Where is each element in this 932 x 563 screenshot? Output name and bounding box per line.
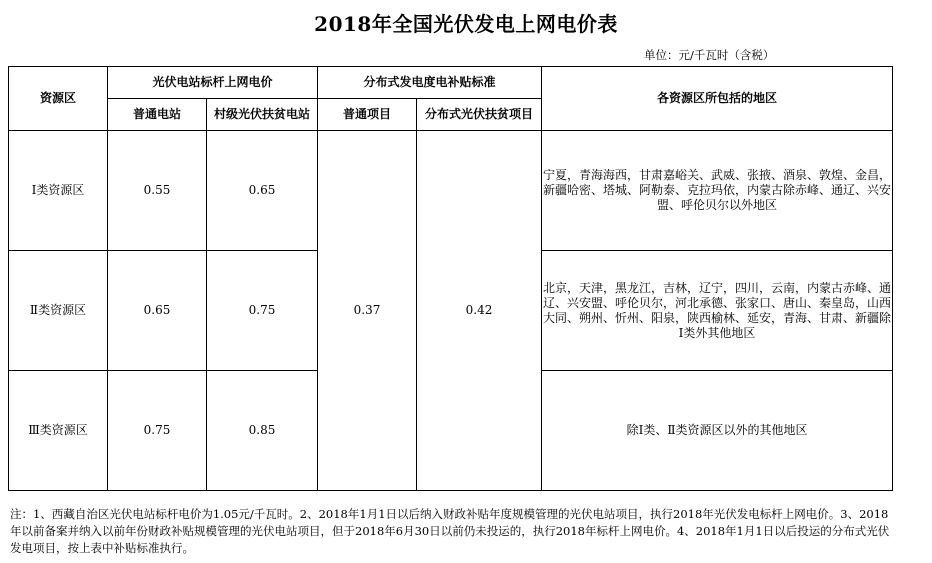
table-row (9, 131, 893, 251)
ordinary-price-cell: 0.65 (108, 251, 207, 371)
regions-cell: 除Ⅰ类、Ⅱ类资源区以外的其他地区 (542, 371, 893, 491)
header-distributed-poverty-project: 分布式光伏扶贫项目 (417, 99, 542, 131)
header-ordinary-station: 普通电站 (108, 99, 207, 131)
distributed-poverty-subsidy-cell: 0.42 (417, 131, 542, 491)
price-table (8, 66, 893, 491)
header-pv-benchmark: 光伏电站标杆上网电价 (108, 67, 318, 99)
village-price-cell: 0.65 (207, 131, 318, 251)
village-price-cell: 0.85 (207, 371, 318, 491)
zone-cell: Ⅰ类资源区 (9, 131, 108, 251)
header-village-poverty-station: 村级光伏扶贫电站 (207, 99, 318, 131)
ordinary-price-cell: 0.55 (108, 131, 207, 251)
page-title: 2018年全国光伏发电上网电价表 (314, 12, 618, 36)
header-distributed-subsidy: 分布式发电度电补贴标准 (318, 67, 542, 99)
ordinary-price-cell: 0.75 (108, 371, 207, 491)
zone-cell: Ⅱ类资源区 (9, 251, 108, 371)
header-ordinary-project: 普通项目 (318, 99, 417, 131)
regions-cell: 北京，天津，黑龙江，吉林，辽宁，四川，云南，内蒙古赤峰、通辽、兴安盟、呼伦贝尔，河北承德、张家口、唐山、秦皇岛，山西大同、朔州、忻州、阳泉，陕西榆林、延安，青海、甘肃、新疆除Ⅰ类外其他地区 (542, 251, 893, 371)
zone-cell: Ⅲ类资源区 (9, 371, 108, 491)
unit-label: 单位：元/千瓦时（含税） (644, 48, 775, 62)
footnote: 注：1、西藏自治区光伏电站标杆电价为1.05元/千瓦时。2、2018年1月1日以后纳入财政补贴年度规模管理的光伏电站项目，执行2018年光伏发电标杆上网电价。3、2018年以前备案并纳入以前年份财政补贴规模管理的光伏电站项目，但于2018年6月30日以前仍未投运的，执行2018年标杆上网电价。4、2018年1月1日以后投运的分布式光伏发电项目，按上表中补贴标准执行。 (10, 507, 890, 555)
regions-cell: 宁夏，青海海西，甘肃嘉峪关、武威、张掖、酒泉、敦煌、金昌，新疆哈密、塔城、阿勒泰、克拉玛依，内蒙古除赤峰、通辽、兴安盟、呼伦贝尔以外地区 (542, 131, 893, 251)
village-price-cell: 0.75 (207, 251, 318, 371)
header-regions: 各资源区所包括的地区 (542, 67, 893, 131)
header-resource-zone: 资源区 (9, 67, 108, 131)
ordinary-project-subsidy-cell: 0.37 (318, 131, 417, 491)
